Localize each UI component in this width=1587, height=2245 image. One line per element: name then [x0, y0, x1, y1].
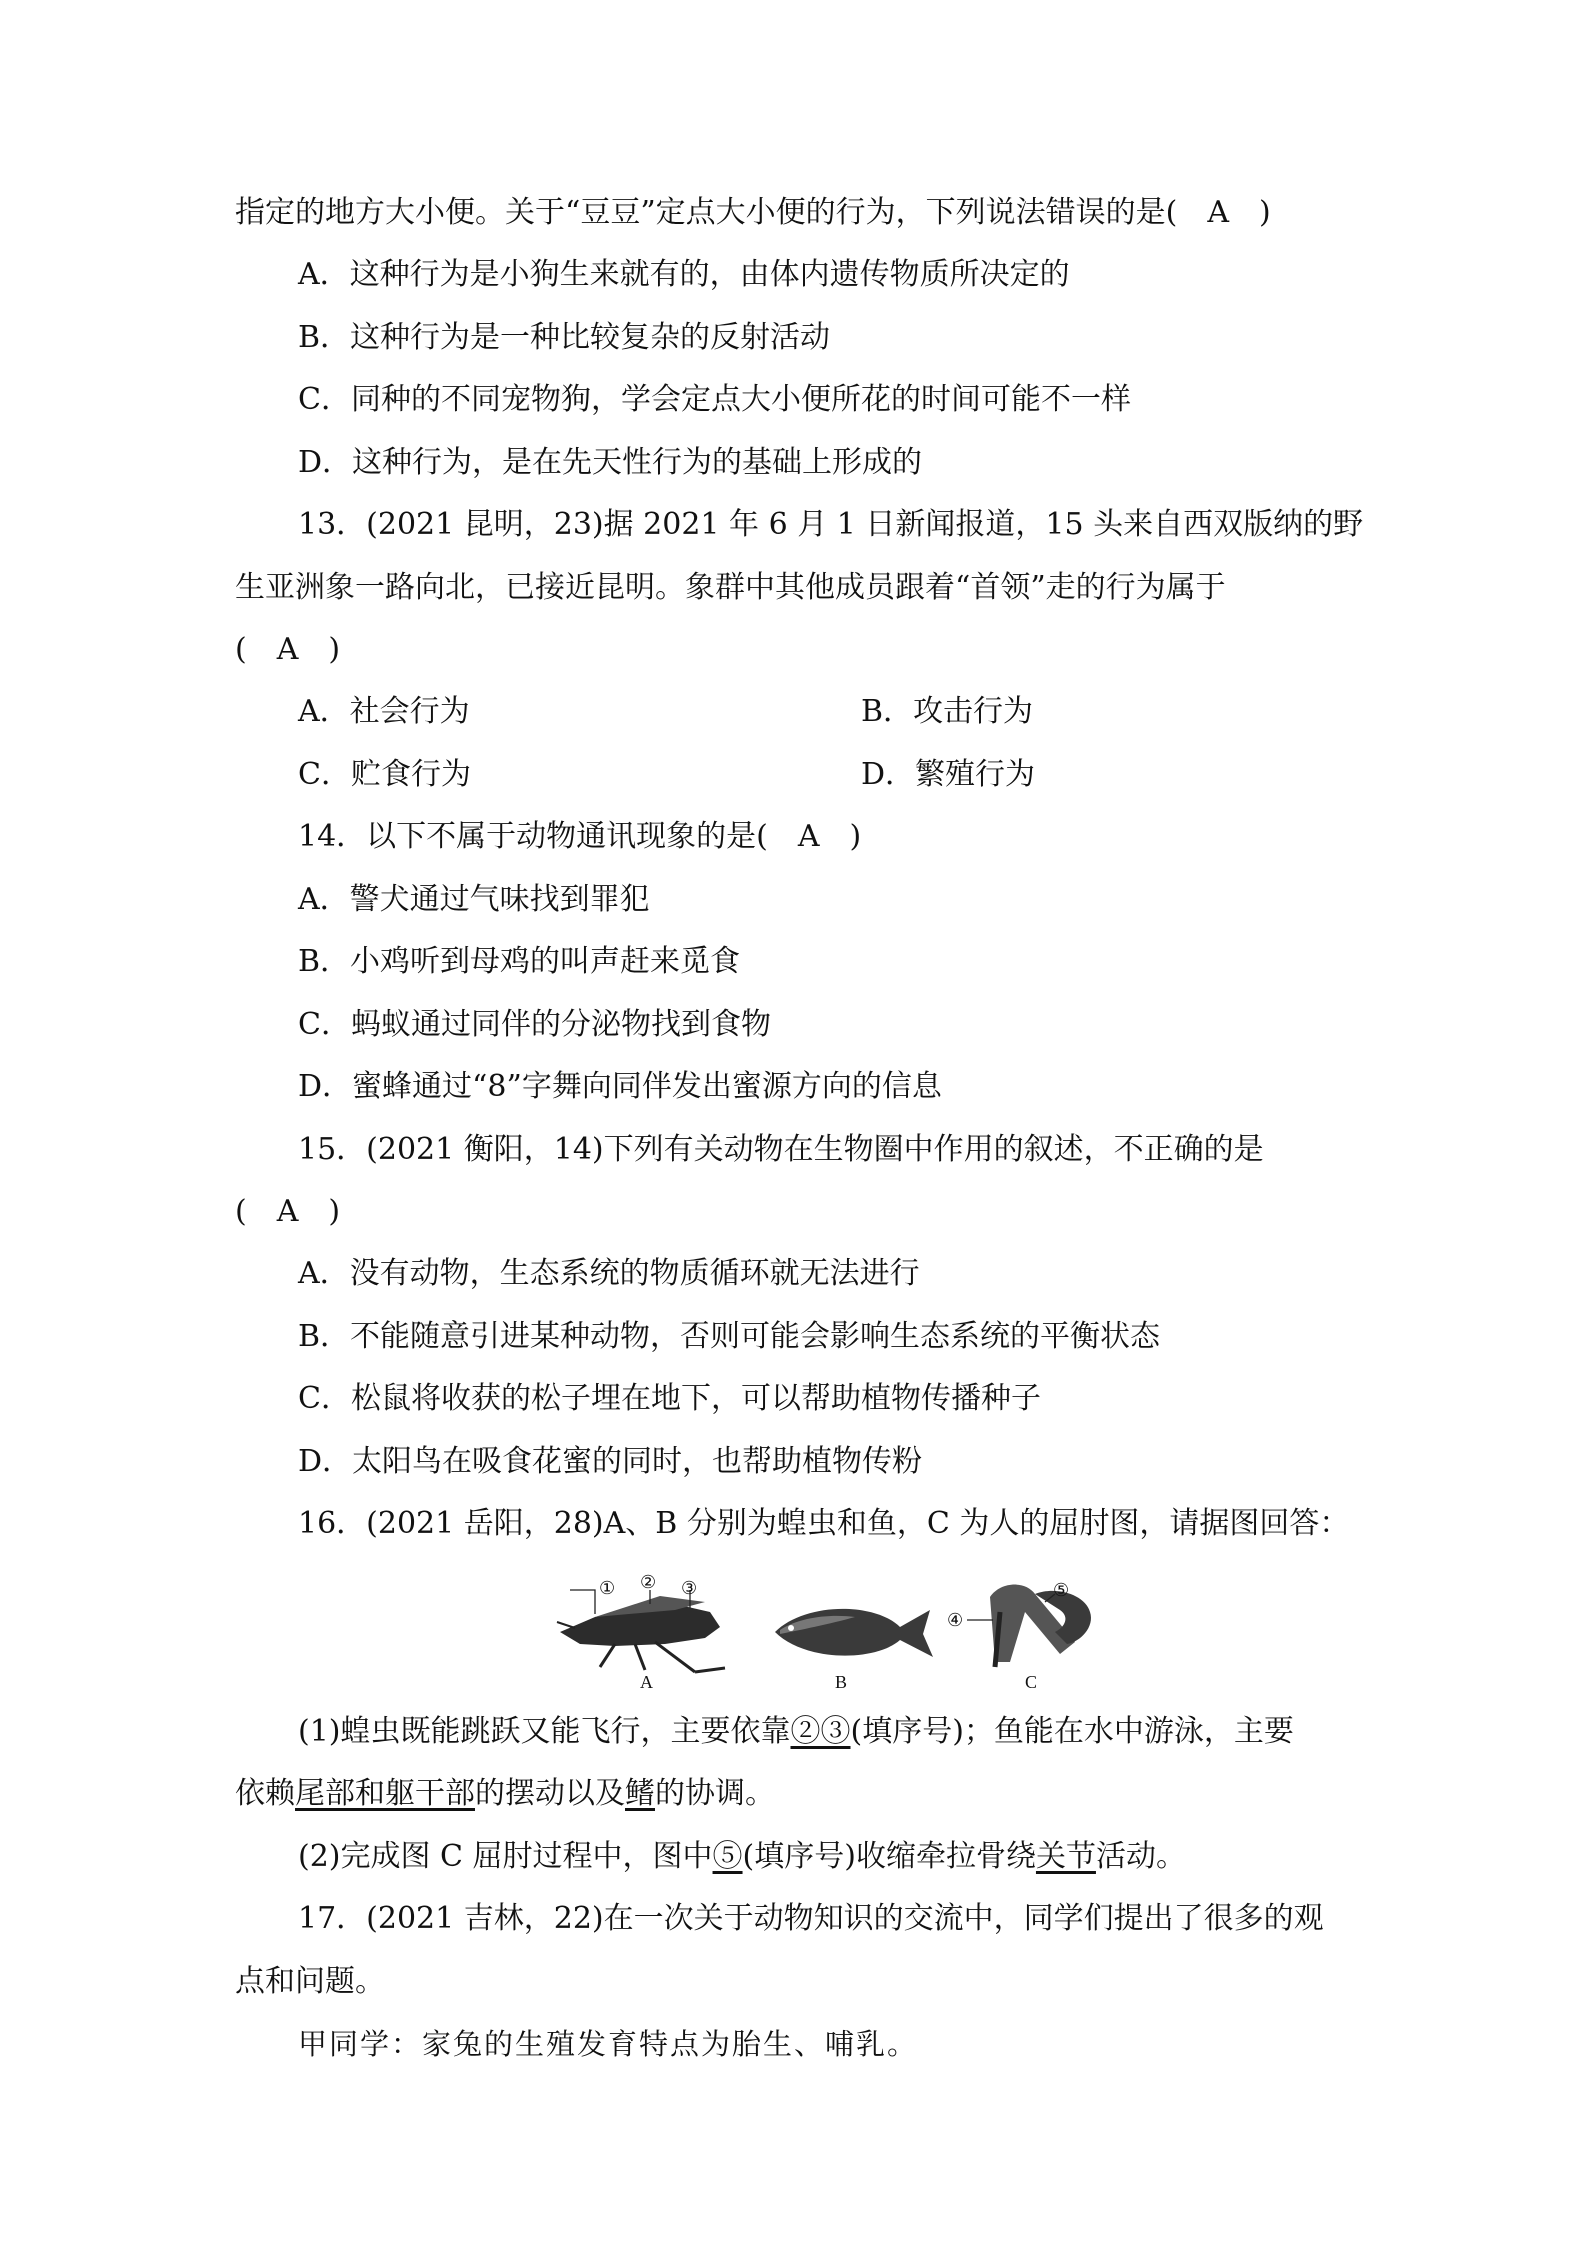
- q16-answer-blank-1: ②③: [790, 1714, 851, 1749]
- q16-answer-blank-5: 关节: [1035, 1839, 1096, 1874]
- q14-option-c: C．蚂蚁通过同伴的分泌物找到食物: [298, 1007, 771, 1042]
- q13-option-c: C．贮食行为: [298, 757, 471, 792]
- marker-4: ④: [947, 1610, 964, 1631]
- q13-stem-line1: 13．(2021 昆明，23)据 2021 年 6 月 1 日新闻报道，15 头来自西双版纳的野: [298, 507, 1364, 542]
- q14-stem: 14．以下不属于动物通讯现象的是( A ): [298, 819, 862, 854]
- fish-illustration: [775, 1609, 933, 1692]
- figure-label-c: C: [1025, 1672, 1038, 1692]
- q12-option-d: D．这种行为，是在先天性行为的基础上形成的: [298, 445, 923, 480]
- q16-answer-blank-2: 尾部和躯干部: [295, 1776, 475, 1811]
- q14-option-b: B．小鸡听到母鸡的叫声赶来觅食: [298, 944, 741, 979]
- q16-stem: 16．(2021 岳阳，28)A、B 分别为蝗虫和鱼，C 为人的屈肘图，请据图回答：: [298, 1506, 1350, 1541]
- marker-3: ③: [681, 1578, 698, 1599]
- arm-muscle-illustration: [947, 1580, 1091, 1692]
- q15-stem-line1: 15．(2021 衡阳，14)下列有关动物在生物圈中作用的叙述，不正确的是: [298, 1132, 1264, 1167]
- q16-part1-line2: 依赖尾部和躯干部的摆动以及鳍的协调。: [235, 1776, 775, 1811]
- q13-option-a: A．社会行为: [298, 694, 470, 729]
- q17-stem-line2: 点和问题。: [235, 1964, 385, 1999]
- marker-1: ①: [599, 1578, 616, 1599]
- q12-stem: 指定的地方大小便。关于“豆豆”定点大小便的行为，下列说法错误的是( A ): [235, 195, 1271, 230]
- figure-label-a: A: [640, 1672, 653, 1692]
- q16-answer-blank-3: 鳍: [625, 1776, 655, 1811]
- q15-option-c: C．松鼠将收获的松子埋在地下，可以帮助植物传播种子: [298, 1381, 1041, 1416]
- q12-option-a: A．这种行为是小狗生来就有的，由体内遗传物质所决定的: [298, 257, 1070, 292]
- q17-student-statement: 甲同学：家兔的生殖发育特点为胎生、哺乳。: [298, 2027, 919, 2061]
- q13-option-d: D．繁殖行为: [861, 757, 1036, 792]
- q15-option-a: A．没有动物，生态系统的物质循环就无法进行: [298, 1256, 920, 1291]
- q13-stem-line2: 生亚洲象一路向北，已接近昆明。象群中其他成员跟着“首领”走的行为属于: [235, 570, 1226, 605]
- q17-stem-line1: 17．(2021 吉林，22)在一次关于动物知识的交流中，同学们提出了很多的观: [298, 1901, 1324, 1936]
- marker-2: ②: [640, 1572, 657, 1593]
- q15-option-d: D．太阳鸟在吸食花蜜的同时，也帮助植物传粉: [298, 1444, 923, 1479]
- q16-part2: (2)完成图 C 屈肘过程中，图中⑤(填序号)收缩牵拉骨绕关节活动。: [298, 1839, 1186, 1874]
- q13-option-b: B．攻击行为: [861, 694, 1034, 729]
- q15-option-b: B．不能随意引进某种动物，否则可能会影响生态系统的平衡状态: [298, 1319, 1161, 1354]
- q13-answer: ( A ): [235, 632, 341, 667]
- grasshopper-illustration: [557, 1572, 725, 1692]
- q16-part1-line1: (1)蝗虫既能跳跃又能飞行，主要依靠②③(填序号)；鱼能在水中游泳，主要: [298, 1714, 1294, 1749]
- q16-figure: [555, 1572, 1115, 1692]
- q16-answer-blank-4: ⑤: [712, 1839, 743, 1874]
- q12-option-b: B．这种行为是一种比较复杂的反射活动: [298, 320, 831, 355]
- marker-5: ⑤: [1053, 1580, 1070, 1601]
- q15-answer: ( A ): [235, 1194, 341, 1229]
- figure-label-b: B: [835, 1672, 848, 1692]
- q14-option-a: A．警犬通过气味找到罪犯: [298, 882, 650, 917]
- q12-option-c: C．同种的不同宠物狗，学会定点大小便所花的时间可能不一样: [298, 382, 1131, 417]
- q14-option-d: D．蜜蜂通过“8”字舞向同伴发出蜜源方向的信息: [298, 1069, 942, 1104]
